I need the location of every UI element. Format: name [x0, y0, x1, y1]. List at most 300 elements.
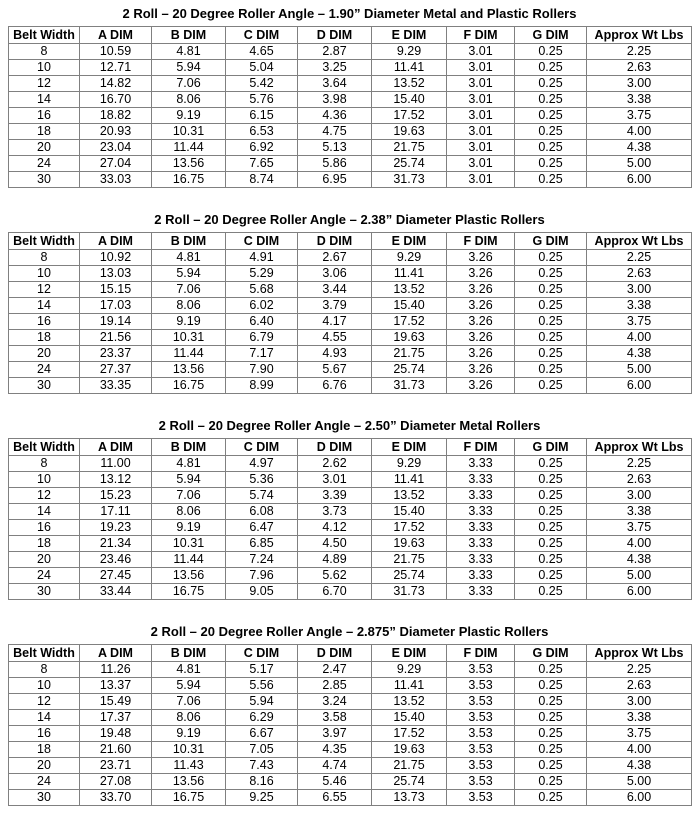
table-cell: 3.26	[447, 378, 515, 394]
table-cell: 17.52	[372, 108, 447, 124]
table-row	[9, 250, 692, 266]
table-cell: 3.64	[298, 76, 372, 92]
table-cell: 0.25	[515, 758, 587, 774]
table-cell: 8	[9, 44, 80, 60]
table-cell: 7.06	[152, 488, 226, 504]
table-cell: 7.06	[152, 282, 226, 298]
table-cell: 0.25	[515, 314, 587, 330]
table-cell: 0.25	[515, 472, 587, 488]
table-cell: 6.00	[587, 790, 692, 806]
column-header: C DIM	[226, 27, 298, 44]
table-cell: 5.00	[587, 156, 692, 172]
table-cell: 4.00	[587, 742, 692, 758]
table-cell: 13.52	[372, 488, 447, 504]
table-cell: 14	[9, 504, 80, 520]
table-row	[9, 710, 692, 726]
column-header: D DIM	[298, 233, 372, 250]
table-cell: 33.44	[80, 584, 152, 600]
table-cell: 8.99	[226, 378, 298, 394]
table-cell: 3.33	[447, 536, 515, 552]
table-row	[9, 662, 692, 678]
dimension-table	[8, 438, 692, 600]
table-cell: 23.04	[80, 140, 152, 156]
table-cell: 0.25	[515, 662, 587, 678]
column-header: Belt Width	[9, 645, 80, 662]
table-cell: 4.38	[587, 552, 692, 568]
header-row	[9, 27, 692, 44]
table-cell: 0.25	[515, 504, 587, 520]
table-cell: 12	[9, 282, 80, 298]
table-title: 2 Roll – 20 Degree Roller Angle – 1.90” Diameter Metal and Plastic Rollers	[122, 6, 577, 21]
table-cell: 6.85	[226, 536, 298, 552]
table-cell: 13.52	[372, 282, 447, 298]
table-cell: 4.81	[152, 662, 226, 678]
table-cell: 16.70	[80, 92, 152, 108]
table-title: 2 Roll – 20 Degree Roller Angle – 2.38” Diameter Plastic Rollers	[154, 212, 545, 227]
table-cell: 3.38	[587, 710, 692, 726]
table-cell: 8.06	[152, 92, 226, 108]
table-cell: 19.48	[80, 726, 152, 742]
table-cell: 4.12	[298, 520, 372, 536]
table-cell: 10.31	[152, 124, 226, 140]
table-cell: 5.46	[298, 774, 372, 790]
table-cell: 21.34	[80, 536, 152, 552]
column-header: A DIM	[80, 27, 152, 44]
dimension-table	[8, 644, 692, 806]
table-cell: 19.63	[372, 536, 447, 552]
table-cell: 11.44	[152, 140, 226, 156]
table-cell: 18	[9, 742, 80, 758]
table-cell: 9.29	[372, 662, 447, 678]
column-header: D DIM	[298, 27, 372, 44]
table-cell: 16	[9, 520, 80, 536]
table-section-3	[8, 416, 691, 600]
table-cell: 3.44	[298, 282, 372, 298]
table-cell: 18	[9, 330, 80, 346]
table-cell: 10.59	[80, 44, 152, 60]
table-cell: 3.53	[447, 710, 515, 726]
table-cell: 4.00	[587, 536, 692, 552]
dimension-table	[8, 232, 692, 394]
table-cell: 0.25	[515, 694, 587, 710]
table-cell: 21.56	[80, 330, 152, 346]
table-cell: 3.01	[447, 76, 515, 92]
table-cell: 21.60	[80, 742, 152, 758]
table-cell: 30	[9, 584, 80, 600]
table-cell: 5.00	[587, 774, 692, 790]
table-cell: 3.53	[447, 726, 515, 742]
table-cell: 0.25	[515, 44, 587, 60]
table-cell: 24	[9, 362, 80, 378]
table-row	[9, 60, 692, 76]
table-cell: 7.43	[226, 758, 298, 774]
table-cell: 3.79	[298, 298, 372, 314]
table-cell: 4.17	[298, 314, 372, 330]
table-row	[9, 346, 692, 362]
table-cell: 0.25	[515, 76, 587, 92]
table-cell: 13.56	[152, 568, 226, 584]
table-cell: 3.00	[587, 282, 692, 298]
table-cell: 21.75	[372, 346, 447, 362]
table-title: 2 Roll – 20 Degree Roller Angle – 2.50” Diameter Metal Rollers	[158, 418, 541, 433]
table-cell: 33.03	[80, 172, 152, 188]
table-row	[9, 758, 692, 774]
table-cell: 4.36	[298, 108, 372, 124]
table-cell: 17.11	[80, 504, 152, 520]
table-cell: 30	[9, 172, 80, 188]
table-cell: 9.29	[372, 250, 447, 266]
table-cell: 6.76	[298, 378, 372, 394]
column-header: B DIM	[152, 27, 226, 44]
table-cell: 6.00	[587, 172, 692, 188]
column-header: A DIM	[80, 233, 152, 250]
table-cell: 3.75	[587, 314, 692, 330]
table-cell: 6.02	[226, 298, 298, 314]
column-header: Approx Wt Lbs	[587, 645, 692, 662]
table-cell: 4.89	[298, 552, 372, 568]
table-cell: 13.52	[372, 694, 447, 710]
table-cell: 4.50	[298, 536, 372, 552]
table-cell: 7.24	[226, 552, 298, 568]
table-row	[9, 790, 692, 806]
table-cell: 0.25	[515, 172, 587, 188]
table-cell: 2.63	[587, 472, 692, 488]
table-section-4	[8, 622, 691, 806]
table-cell: 2.25	[587, 456, 692, 472]
table-cell: 14	[9, 710, 80, 726]
table-cell: 5.94	[152, 60, 226, 76]
table-cell: 5.36	[226, 472, 298, 488]
table-cell: 2.87	[298, 44, 372, 60]
table-cell: 4.38	[587, 140, 692, 156]
table-cell: 24	[9, 568, 80, 584]
table-cell: 3.00	[587, 488, 692, 504]
table-cell: 5.74	[226, 488, 298, 504]
table-cell: 11.41	[372, 678, 447, 694]
table-cell: 8	[9, 456, 80, 472]
table-cell: 0.25	[515, 108, 587, 124]
table-cell: 3.26	[447, 362, 515, 378]
table-cell: 17.03	[80, 298, 152, 314]
table-cell: 10	[9, 678, 80, 694]
table-cell: 9.25	[226, 790, 298, 806]
table-row	[9, 266, 692, 282]
table-cell: 13.56	[152, 156, 226, 172]
table-cell: 3.06	[298, 266, 372, 282]
column-header: Approx Wt Lbs	[587, 27, 692, 44]
table-cell: 5.04	[226, 60, 298, 76]
table-row	[9, 172, 692, 188]
table-cell: 13.56	[152, 362, 226, 378]
table-cell: 3.39	[298, 488, 372, 504]
table-cell: 13.03	[80, 266, 152, 282]
table-cell: 21.75	[372, 552, 447, 568]
table-cell: 0.25	[515, 568, 587, 584]
table-cell: 11.41	[372, 266, 447, 282]
table-cell: 3.33	[447, 584, 515, 600]
table-cell: 11.26	[80, 662, 152, 678]
table-row	[9, 520, 692, 536]
table-cell: 3.26	[447, 282, 515, 298]
table-cell: 6.92	[226, 140, 298, 156]
table-cell: 16	[9, 726, 80, 742]
table-cell: 9.05	[226, 584, 298, 600]
table-cell: 3.24	[298, 694, 372, 710]
table-cell: 12	[9, 76, 80, 92]
table-cell: 25.74	[372, 362, 447, 378]
table-cell: 7.05	[226, 742, 298, 758]
table-row	[9, 282, 692, 298]
table-section-1	[8, 4, 691, 188]
table-row	[9, 92, 692, 108]
table-section-2	[8, 210, 691, 394]
column-header: C DIM	[226, 645, 298, 662]
table-cell: 30	[9, 378, 80, 394]
table-cell: 7.96	[226, 568, 298, 584]
table-cell: 4.75	[298, 124, 372, 140]
table-cell: 15.15	[80, 282, 152, 298]
table-row	[9, 44, 692, 60]
table-row	[9, 156, 692, 172]
table-cell: 19.14	[80, 314, 152, 330]
table-row	[9, 314, 692, 330]
table-cell: 23.37	[80, 346, 152, 362]
header-row	[9, 645, 692, 662]
table-cell: 25.74	[372, 156, 447, 172]
column-header: A DIM	[80, 439, 152, 456]
table-cell: 3.53	[447, 774, 515, 790]
table-row	[9, 584, 692, 600]
table-cell: 20	[9, 140, 80, 156]
table-cell: 3.01	[298, 472, 372, 488]
table-cell: 4.74	[298, 758, 372, 774]
table-cell: 16.75	[152, 172, 226, 188]
table-cell: 2.63	[587, 60, 692, 76]
column-header: C DIM	[226, 233, 298, 250]
table-cell: 0.25	[515, 456, 587, 472]
table-cell: 3.33	[447, 552, 515, 568]
column-header: Belt Width	[9, 27, 80, 44]
column-header: F DIM	[447, 439, 515, 456]
table-cell: 4.91	[226, 250, 298, 266]
table-cell: 0.25	[515, 552, 587, 568]
table-cell: 14	[9, 298, 80, 314]
table-cell: 5.00	[587, 362, 692, 378]
column-header: Approx Wt Lbs	[587, 439, 692, 456]
table-cell: 25.74	[372, 774, 447, 790]
table-cell: 0.25	[515, 298, 587, 314]
table-row	[9, 330, 692, 346]
table-title: 2 Roll – 20 Degree Roller Angle – 2.875” Diameter Plastic Rollers	[150, 624, 549, 639]
table-cell: 5.94	[152, 678, 226, 694]
table-cell: 5.68	[226, 282, 298, 298]
table-cell: 21.75	[372, 140, 447, 156]
table-cell: 4.81	[152, 44, 226, 60]
table-cell: 0.25	[515, 742, 587, 758]
table-cell: 0.25	[515, 266, 587, 282]
table-cell: 9.19	[152, 108, 226, 124]
table-cell: 16	[9, 108, 80, 124]
table-cell: 23.71	[80, 758, 152, 774]
table-row	[9, 694, 692, 710]
table-cell: 2.85	[298, 678, 372, 694]
table-cell: 3.01	[447, 44, 515, 60]
dimension-table	[8, 26, 692, 188]
column-header: G DIM	[515, 645, 587, 662]
table-cell: 12.71	[80, 60, 152, 76]
table-row	[9, 678, 692, 694]
table-cell: 17.37	[80, 710, 152, 726]
table-cell: 10	[9, 266, 80, 282]
table-cell: 11.41	[372, 60, 447, 76]
table-cell: 5.42	[226, 76, 298, 92]
table-cell: 3.53	[447, 694, 515, 710]
table-cell: 20	[9, 552, 80, 568]
table-cell: 13.37	[80, 678, 152, 694]
table-cell: 13.12	[80, 472, 152, 488]
table-cell: 33.70	[80, 790, 152, 806]
table-cell: 5.29	[226, 266, 298, 282]
header-row	[9, 233, 692, 250]
table-cell: 17.52	[372, 520, 447, 536]
column-header: Belt Width	[9, 439, 80, 456]
table-cell: 8	[9, 662, 80, 678]
table-cell: 10.31	[152, 742, 226, 758]
table-cell: 6.47	[226, 520, 298, 536]
table-row	[9, 362, 692, 378]
table-cell: 14	[9, 92, 80, 108]
table-cell: 5.76	[226, 92, 298, 108]
table-cell: 15.40	[372, 92, 447, 108]
table-cell: 3.97	[298, 726, 372, 742]
table-cell: 23.46	[80, 552, 152, 568]
table-cell: 17.52	[372, 726, 447, 742]
column-header: E DIM	[372, 233, 447, 250]
table-cell: 0.25	[515, 520, 587, 536]
table-cell: 3.38	[587, 504, 692, 520]
table-cell: 0.25	[515, 346, 587, 362]
table-cell: 6.40	[226, 314, 298, 330]
table-cell: 4.35	[298, 742, 372, 758]
table-cell: 6.15	[226, 108, 298, 124]
table-cell: 5.94	[152, 472, 226, 488]
table-cell: 10	[9, 472, 80, 488]
table-cell: 16.75	[152, 584, 226, 600]
table-cell: 6.53	[226, 124, 298, 140]
table-cell: 3.75	[587, 108, 692, 124]
column-header: D DIM	[298, 645, 372, 662]
column-header: B DIM	[152, 645, 226, 662]
table-cell: 10	[9, 60, 80, 76]
table-cell: 7.65	[226, 156, 298, 172]
table-cell: 2.67	[298, 250, 372, 266]
column-header: C DIM	[226, 439, 298, 456]
table-row	[9, 456, 692, 472]
table-cell: 3.53	[447, 758, 515, 774]
table-cell: 3.01	[447, 124, 515, 140]
table-cell: 31.73	[372, 172, 447, 188]
table-cell: 0.25	[515, 250, 587, 266]
table-cell: 6.95	[298, 172, 372, 188]
table-cell: 3.01	[447, 172, 515, 188]
table-cell: 31.73	[372, 584, 447, 600]
table-cell: 3.73	[298, 504, 372, 520]
table-cell: 3.01	[447, 156, 515, 172]
table-row	[9, 488, 692, 504]
table-cell: 16.75	[152, 378, 226, 394]
table-cell: 9.19	[152, 314, 226, 330]
table-cell: 9.29	[372, 44, 447, 60]
table-cell: 13.56	[152, 774, 226, 790]
table-row	[9, 552, 692, 568]
table-cell: 0.25	[515, 774, 587, 790]
table-cell: 15.23	[80, 488, 152, 504]
table-cell: 3.26	[447, 314, 515, 330]
column-header: Approx Wt Lbs	[587, 233, 692, 250]
table-row	[9, 378, 692, 394]
table-cell: 20	[9, 346, 80, 362]
table-cell: 3.25	[298, 60, 372, 76]
table-cell: 3.00	[587, 694, 692, 710]
table-cell: 2.25	[587, 250, 692, 266]
table-cell: 3.58	[298, 710, 372, 726]
table-cell: 0.25	[515, 156, 587, 172]
table-cell: 6.79	[226, 330, 298, 346]
table-cell: 8.16	[226, 774, 298, 790]
table-cell: 5.86	[298, 156, 372, 172]
table-cell: 3.33	[447, 472, 515, 488]
table-cell: 3.26	[447, 266, 515, 282]
table-cell: 8.06	[152, 504, 226, 520]
table-cell: 4.65	[226, 44, 298, 60]
table-cell: 8.06	[152, 298, 226, 314]
table-cell: 3.01	[447, 140, 515, 156]
table-cell: 16	[9, 314, 80, 330]
table-row	[9, 298, 692, 314]
table-row	[9, 76, 692, 92]
table-cell: 5.94	[226, 694, 298, 710]
table-cell: 25.74	[372, 568, 447, 584]
table-cell: 31.73	[372, 378, 447, 394]
table-cell: 4.97	[226, 456, 298, 472]
table-cell: 11.43	[152, 758, 226, 774]
table-cell: 11.44	[152, 552, 226, 568]
table-cell: 13.52	[372, 76, 447, 92]
table-cell: 27.04	[80, 156, 152, 172]
table-cell: 3.38	[587, 92, 692, 108]
column-header: E DIM	[372, 439, 447, 456]
table-cell: 15.40	[372, 710, 447, 726]
table-cell: 8.06	[152, 710, 226, 726]
table-cell: 16.75	[152, 790, 226, 806]
table-cell: 3.75	[587, 520, 692, 536]
table-cell: 9.19	[152, 520, 226, 536]
header-row	[9, 439, 692, 456]
table-cell: 6.29	[226, 710, 298, 726]
table-cell: 18.82	[80, 108, 152, 124]
table-cell: 5.67	[298, 362, 372, 378]
table-cell: 10.92	[80, 250, 152, 266]
table-cell: 6.00	[587, 378, 692, 394]
column-header: D DIM	[298, 439, 372, 456]
table-cell: 11.41	[372, 472, 447, 488]
table-cell: 0.25	[515, 790, 587, 806]
column-header: B DIM	[152, 233, 226, 250]
table-cell: 6.55	[298, 790, 372, 806]
column-header: F DIM	[447, 233, 515, 250]
table-row	[9, 108, 692, 124]
table-cell: 20	[9, 758, 80, 774]
